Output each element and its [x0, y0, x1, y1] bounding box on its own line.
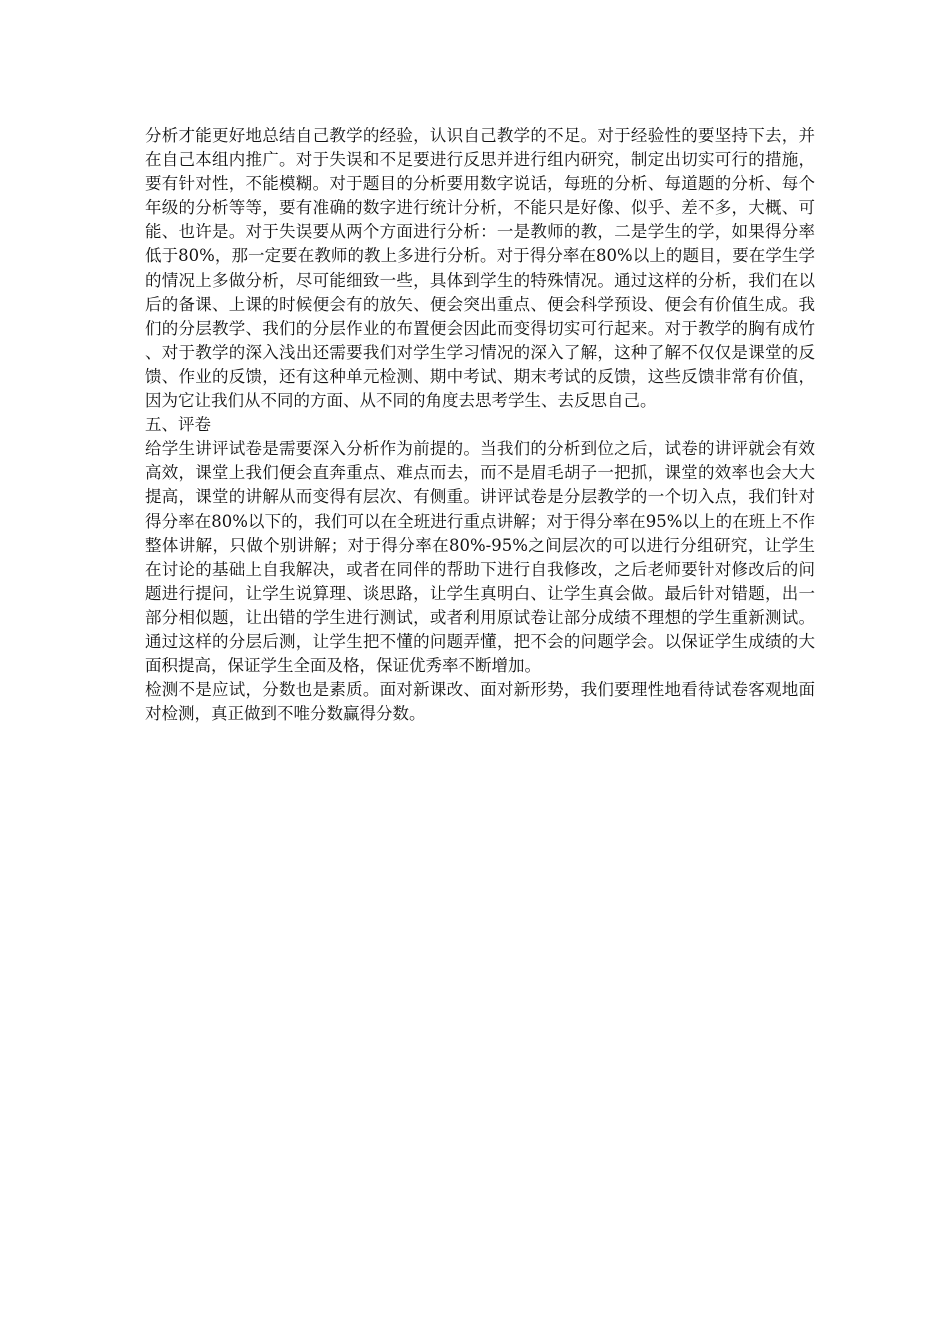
- paragraph-analysis: 分析才能更好地总结自己教学的经验，认识自己教学的不足。对于经验性的要坚持下去，并在自己本组内推广。对于失误和不足要进行反思并进行组内研究，制定出切实可行的措施，要有针对性，不能模糊。对于题目的分析要用数字说话，每班的分析、每道题的分析、每个年级的分析等等，要有准确的数字进行统计分析，不能只是好像、似乎、差不多，大概、可能、也许是。对于失误要从两个方面进行分析：一是教师的教，二是学生的学，如果得分率低于80%，那一定要在教师的教上多进行分析。对于得分率在80%以上的题目，要在学生学的情况上多做分析，尽可能细致一些，具体到学生的特殊情况。通过这样的分析，我们在以后的备课、上课的时候便会有的放矢、便会突出重点、便会科学预设、便会有价值生成。我们的分层教学、我们的分层作业的布置便会因此而变得切实可行起来。对于教学的胸有成竹、对于教学的深入浅出还需要我们对学生学习情况的深入了解，这种了解不仅仅是课堂的反馈、作业的反馈，还有这种单元检测、期中考试、期末考试的反馈，这些反馈非常有价值，因为它让我们从不同的方面、从不同的角度去思考学生、去反思自己。: [145, 126, 815, 411]
- paragraph-conclusion: 检测不是应试，分数也是素质。面对新课改、面对新形势，我们要理性地看待试卷客观地面对检测，真正做到不唯分数赢得分数。: [145, 680, 815, 724]
- section-heading-grading: 五、评卷: [145, 415, 211, 435]
- paragraph-grading: 给学生讲评试卷是需要深入分析作为前提的。当我们的分析到位之后，试卷的讲评就会有效高效，课堂上我们便会直奔重点、难点而去，而不是眉毛胡子一把抓，课堂的效率也会大大提高，课堂的讲解从而变得有层次、有侧重。讲评试卷是分层教学的一个切入点，我们针对得分率在80%以下的，我们可以在全班进行重点讲解；对于得分率在95%以上的在班上不作整体讲解，只做个别讲解；对于得分率在80%-95%之间层次的可以进行分组研究，让学生在讨论的基础上自我解决，或者在同伴的帮助下进行自我修改，之后老师要针对修改后的问题进行提问，让学生说算理、谈思路，让学生真明白、让学生真会做。最后针对错题，出一部分相似题，让出错的学生进行测试，或者利用原试卷让部分成绩不理想的学生重新测试。通过这样的分层后测，让学生把不懂的问题弄懂，把不会的问题学会。以保证学生成绩的大面积提高，保证学生全面及格，保证优秀率不断增加。: [145, 439, 815, 676]
- document-body: [145, 124, 815, 726]
